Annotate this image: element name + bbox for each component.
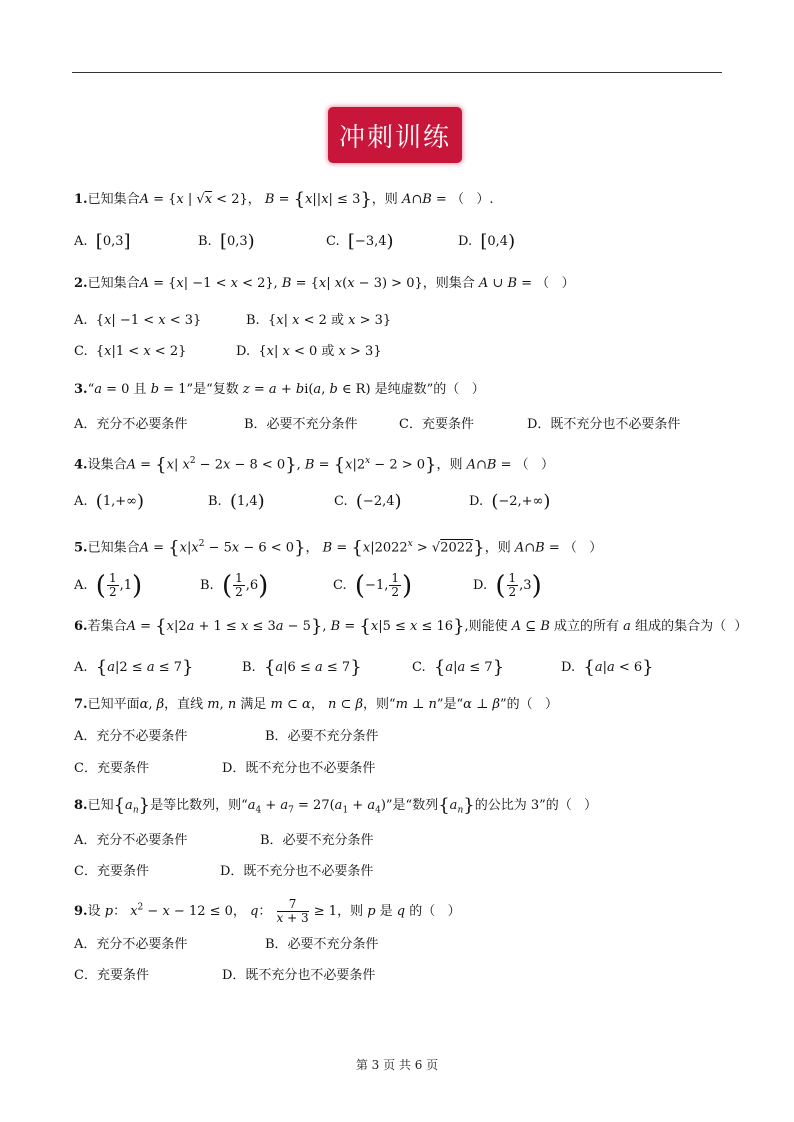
- q7-option-a[interactable]: A．充分不必要条件: [74, 729, 188, 744]
- q3-option-a[interactable]: A．充分不必要条件: [74, 417, 188, 432]
- question-text: 设: [87, 904, 101, 919]
- question-1: 1.已知集合A = {x | √x < 2}， B = {x||x| ≤ 3}，则 A∩B = （ ）.: [74, 189, 494, 210]
- q5-option-b[interactable]: B. ( $\frac{1}{2}$ ,6): [200, 571, 269, 601]
- question-9: 9.设 p： $x^2 - x - 12 \le 0$， q： $\frac{7}{x + 3}$ ≥ 1，则 p 是 q 的（ ）: [74, 897, 461, 925]
- q5-option-a[interactable]: A. ( $\frac{1}{2}$ ,1): [74, 571, 143, 601]
- q7-option-c[interactable]: C．充要条件: [74, 761, 149, 776]
- section-banner: [330, 109, 460, 161]
- question-text: 已知集合: [87, 192, 140, 207]
- banner-title: 冲刺训练: [338, 122, 451, 153]
- question-number: 9.: [74, 904, 88, 919]
- q4-option-a[interactable]: A. (1,+∞): [74, 491, 144, 512]
- question-7: 7.已知平面α, β，直线 m, n 满足 m ⊂ α， n ⊂ β，则“m ⊥ n”是“α ⊥ β”的（ ）: [74, 697, 559, 712]
- question-number: 3.: [74, 382, 88, 397]
- q8-option-c[interactable]: C．充要条件: [74, 864, 149, 879]
- q1-option-d[interactable]: D. [0,4): [458, 231, 516, 252]
- q8-option-b[interactable]: B．必要不充分条件: [260, 833, 374, 848]
- q4-option-d[interactable]: D. (−2,+∞): [469, 491, 551, 512]
- q9-option-c[interactable]: C．充要条件: [74, 968, 149, 983]
- q6-option-a[interactable]: A. {a|2 ≤ a ≤ 7}: [74, 657, 194, 678]
- q1-option-a[interactable]: A. [0,3]: [74, 231, 131, 252]
- question-number: 8.: [74, 798, 88, 813]
- q3-option-d[interactable]: D．既不充分也不必要条件: [527, 417, 681, 432]
- q9-option-d[interactable]: D．既不充分也不必要条件: [222, 968, 376, 983]
- q5-option-d[interactable]: D. ( $\frac{1}{2}$ ,3): [473, 571, 542, 601]
- question-number: 7.: [74, 697, 88, 712]
- q3-option-c[interactable]: C．充要条件: [399, 417, 474, 432]
- question-text: 已知: [87, 798, 114, 813]
- q2-option-b[interactable]: B. {x| x < 2 或 x > 3}: [246, 313, 392, 328]
- q1-option-b[interactable]: B. [0,3): [198, 231, 255, 252]
- question-number: 5.: [74, 540, 88, 556]
- question-4: 4.设集合A = {x| $x^2 - 2x - 8 < 0$}, $B = \{x|2^x - 2 > 0\}$，则 A∩B = （ ）: [74, 454, 555, 476]
- q9-option-b[interactable]: B．必要不充分条件: [265, 937, 379, 952]
- q3-option-b[interactable]: B．必要不充分条件: [244, 417, 358, 432]
- question-text: 已知集合: [87, 540, 140, 556]
- q7-option-b[interactable]: B．必要不充分条件: [265, 729, 379, 744]
- question-number: 6.: [74, 619, 88, 634]
- question-text: 已知平面: [87, 697, 140, 712]
- q4-option-c[interactable]: C. (−2,4): [334, 491, 402, 512]
- question-number: 1.: [74, 192, 88, 207]
- question-2: 2.已知集合A = {x| −1 < x < 2}, B = {x| x(x − 3) > 0}，则集合 A ∪ B = （ ）: [74, 276, 575, 291]
- q6-option-b[interactable]: B. {a|6 ≤ a ≤ 7}: [242, 657, 362, 678]
- q6-option-c[interactable]: C. {a|a ≤ 7}: [412, 657, 505, 678]
- question-text: 设集合: [87, 457, 127, 473]
- q6-option-d[interactable]: D. {a|a < 6}: [561, 657, 654, 678]
- q2-option-a[interactable]: A. {x| −1 < x < 3}: [74, 313, 202, 328]
- question-text: 若集合: [87, 619, 127, 634]
- q1-option-c[interactable]: C. [−3,4): [326, 231, 394, 252]
- q8-option-a[interactable]: A．充分不必要条件: [74, 833, 188, 848]
- question-text: “: [87, 382, 95, 397]
- question-6: 6.若集合A = {x|2a + 1 ≤ x ≤ 3a − 5}, B = {x|5 ≤ x ≤ 16},则能使 A ⊆ B 成立的所有 a 组成的集合为（ ）: [74, 616, 748, 637]
- question-text: 已知集合: [87, 276, 140, 291]
- question-8: 8.已知$\{a_n\}$是等比数列，则“$a_4 + a_7 = 27(a_1 + a_4)$”是“数列$\{a_n\}$的公比为 3”的（ ）: [74, 795, 598, 816]
- q7-option-d[interactable]: D．既不充分也不必要条件: [222, 761, 376, 776]
- question-number: 2.: [74, 276, 88, 291]
- q4-option-b[interactable]: B. (1,4): [208, 491, 265, 512]
- q2-option-c[interactable]: C. {x|1 < x < 2}: [74, 344, 187, 359]
- q2-option-d[interactable]: D. {x| x < 0 或 x > 3}: [236, 344, 382, 359]
- page-footer: 第 3 页 共 6 页: [355, 1058, 439, 1072]
- q5-option-c[interactable]: C. (−1, $\frac{1}{2}$ ): [333, 571, 413, 601]
- header-rule: [72, 72, 722, 73]
- question-3: 3.“a = 0 且 b = 1”是“复数 z = a + bi(a, b ∈ R) 是纯虚数”的（ ）: [74, 382, 485, 397]
- question-number: 4.: [74, 457, 88, 473]
- q8-option-d[interactable]: D．既不充分也不必要条件: [220, 864, 374, 879]
- question-5: 5.已知集合$A = \{x|x^2 - 5x - 6 < 0\}$， $B = \{x|2022^x > √2022\}$，则 A∩B = （ ）: [74, 537, 603, 559]
- q9-option-a[interactable]: A．充分不必要条件: [74, 937, 188, 952]
